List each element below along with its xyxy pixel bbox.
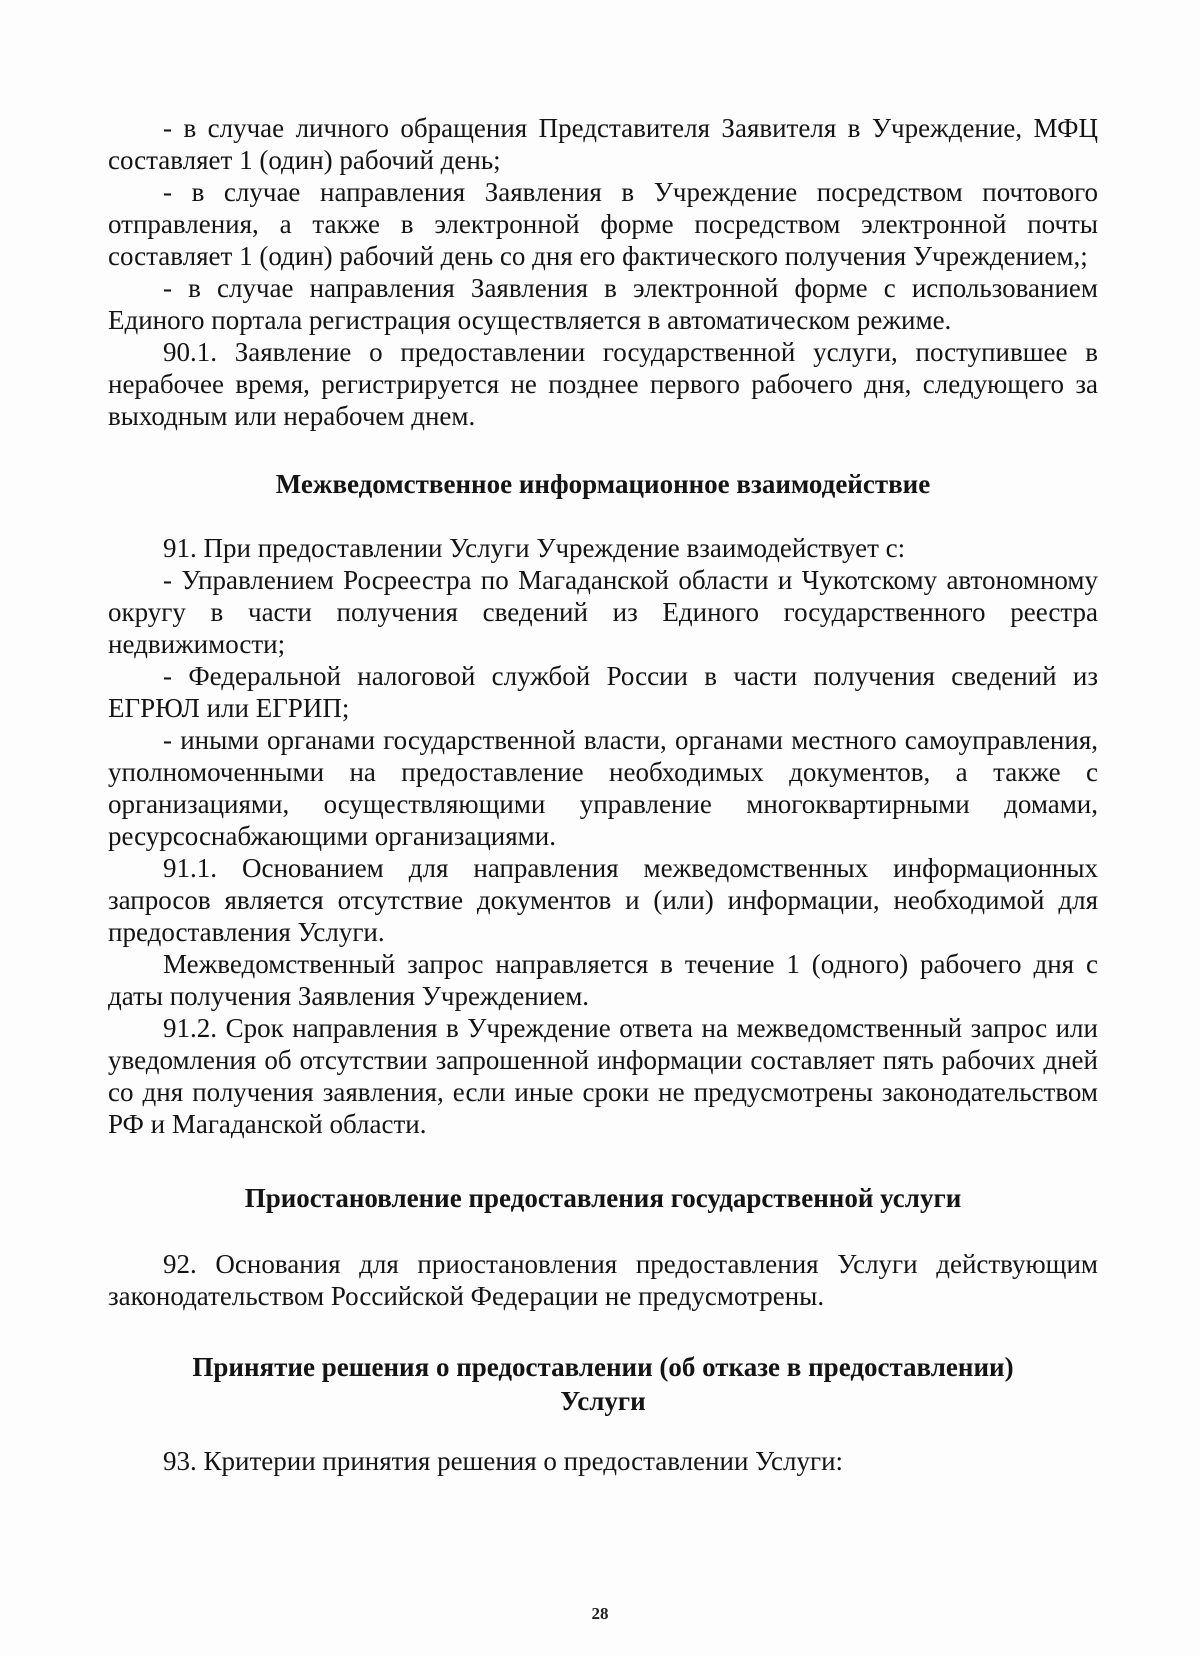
paragraph: 92. Основания для приостановления предоставления Услуги действующим законодательством Российской Федерации не предусмотрены. bbox=[108, 1249, 1098, 1311]
paragraph: - в случае направления Заявления в электронной форме с использованием Единого портала регистрация осуществляется в автоматическом режиме. bbox=[108, 273, 1098, 335]
section-heading-line-1: Принятие решения о предоставлении (об отказе в предоставлении) bbox=[192, 1352, 1014, 1382]
paragraph: 91.1. Основанием для направления межведомственных информационных запросов является отсутствие документов и (или) информации, необходимой для предоставления Услуги. bbox=[108, 853, 1098, 947]
paragraph: - Федеральной налоговой службой России в части получения сведений из ЕГРЮЛ или ЕГРИП; bbox=[108, 661, 1098, 723]
paragraph: - Управлением Росреестра по Магаданской области и Чукотскому автономному округу в части получения сведений из Единого государственного реестра недвижимости; bbox=[108, 565, 1098, 659]
document-body bbox=[108, 112, 1098, 1477]
paragraph: 93. Критерии принятия решения о предоставлении Услуги: bbox=[163, 1446, 844, 1476]
paragraph: - в случае направления Заявления в Учреждение посредством почтового отправления, а также в электронной форме посредством электронной почты составляет 1 (один) рабочий день со дня его фактического получения Учреждением,; bbox=[108, 177, 1098, 271]
section-heading: Межведомственное информационное взаимодействие bbox=[275, 469, 931, 499]
paragraph: - в случае личного обращения Представителя Заявителя в Учреждение, МФЦ составляет 1 (один) рабочий день; bbox=[108, 113, 1098, 175]
paragraph: 91. При предоставлении Услуги Учреждение взаимодействует с: bbox=[163, 533, 906, 563]
section-heading: Приостановление предоставления государственной услуги bbox=[244, 1183, 962, 1213]
paragraph: 91.2. Срок направления в Учреждение ответа на межведомственный запрос или уведомления об отсутствии запрошенной информации составляет пять рабочих дней со дня получения заявления, если иные сроки не предусмотрены законодательством РФ и Магаданской области. bbox=[108, 1013, 1098, 1139]
section-heading-line-2: Услуги bbox=[560, 1386, 646, 1416]
section-heading bbox=[108, 1350, 1098, 1418]
paragraph: Межведомственный запрос направляется в течение 1 (одного) рабочего дня с даты получения Заявления Учреждением. bbox=[108, 949, 1098, 1011]
paragraph: 90.1. Заявление о предоставлении государственной услуги, поступившее в нерабочее время, регистрируется не позднее первого рабочего дня, следующего за выходным или нерабочем днем. bbox=[108, 337, 1098, 431]
paragraph: - иными органами государственной власти, органами местного самоуправления, уполномоченными на предоставление необходимых документов, а также с организациями, осуществляющими управление многоквартирными домами, ресурсоснабжающими организациями. bbox=[108, 725, 1098, 851]
page-number: 28 bbox=[591, 1604, 609, 1623]
